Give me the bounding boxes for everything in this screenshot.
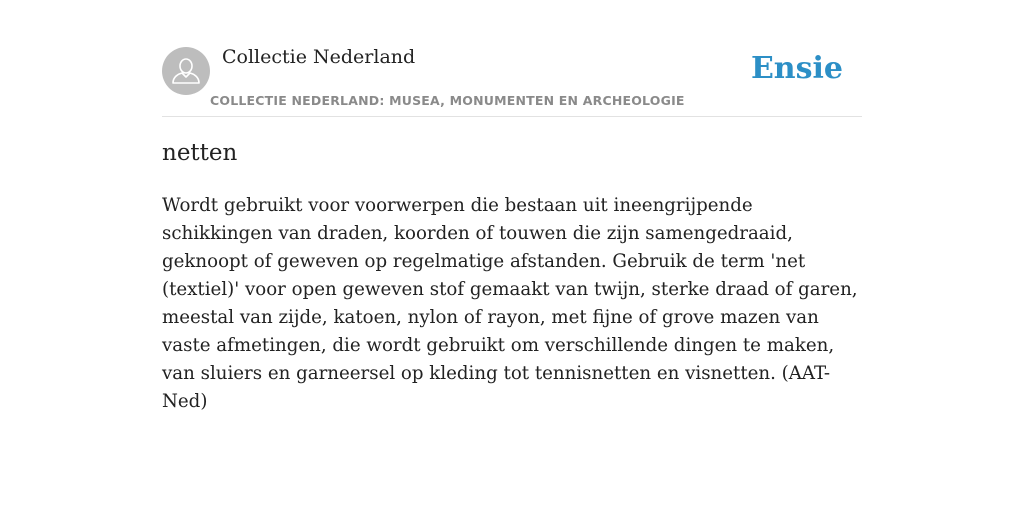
source-avatar[interactable] <box>162 47 210 95</box>
user-silhouette-icon <box>162 47 210 95</box>
source-subtitle[interactable]: COLLECTIE NEDERLAND: MUSEA, MONUMENTEN EN ARCHEOLOGIE <box>210 93 685 108</box>
entry-definition: Wordt gebruikt voor voorwerpen die bestaan uit ineengrijpende schikkingen van draden, koorden of touwen die zijn samengedraaid, geknoopt of geweven op regelmatige afstanden. Gebruik de term 'net (textiel)' voor open geweven stof gemaakt van twijn, sterke draad of garen, meestal van zijde, katoen, nylon of rayon, met fijne of grove mazen van vaste afmetingen, die wordt gebruikt om verschillende dingen te maken, van sluiers en garneersel op kleding tot tennisnetten en visnetten. (AAT-Ned) <box>162 195 858 412</box>
entry-term: netten <box>162 140 238 166</box>
brand-logo[interactable]: Ensie <box>750 51 843 86</box>
source-name[interactable]: Collectie Nederland <box>222 46 416 68</box>
entry-card <box>162 0 862 412</box>
source-header <box>162 0 862 117</box>
